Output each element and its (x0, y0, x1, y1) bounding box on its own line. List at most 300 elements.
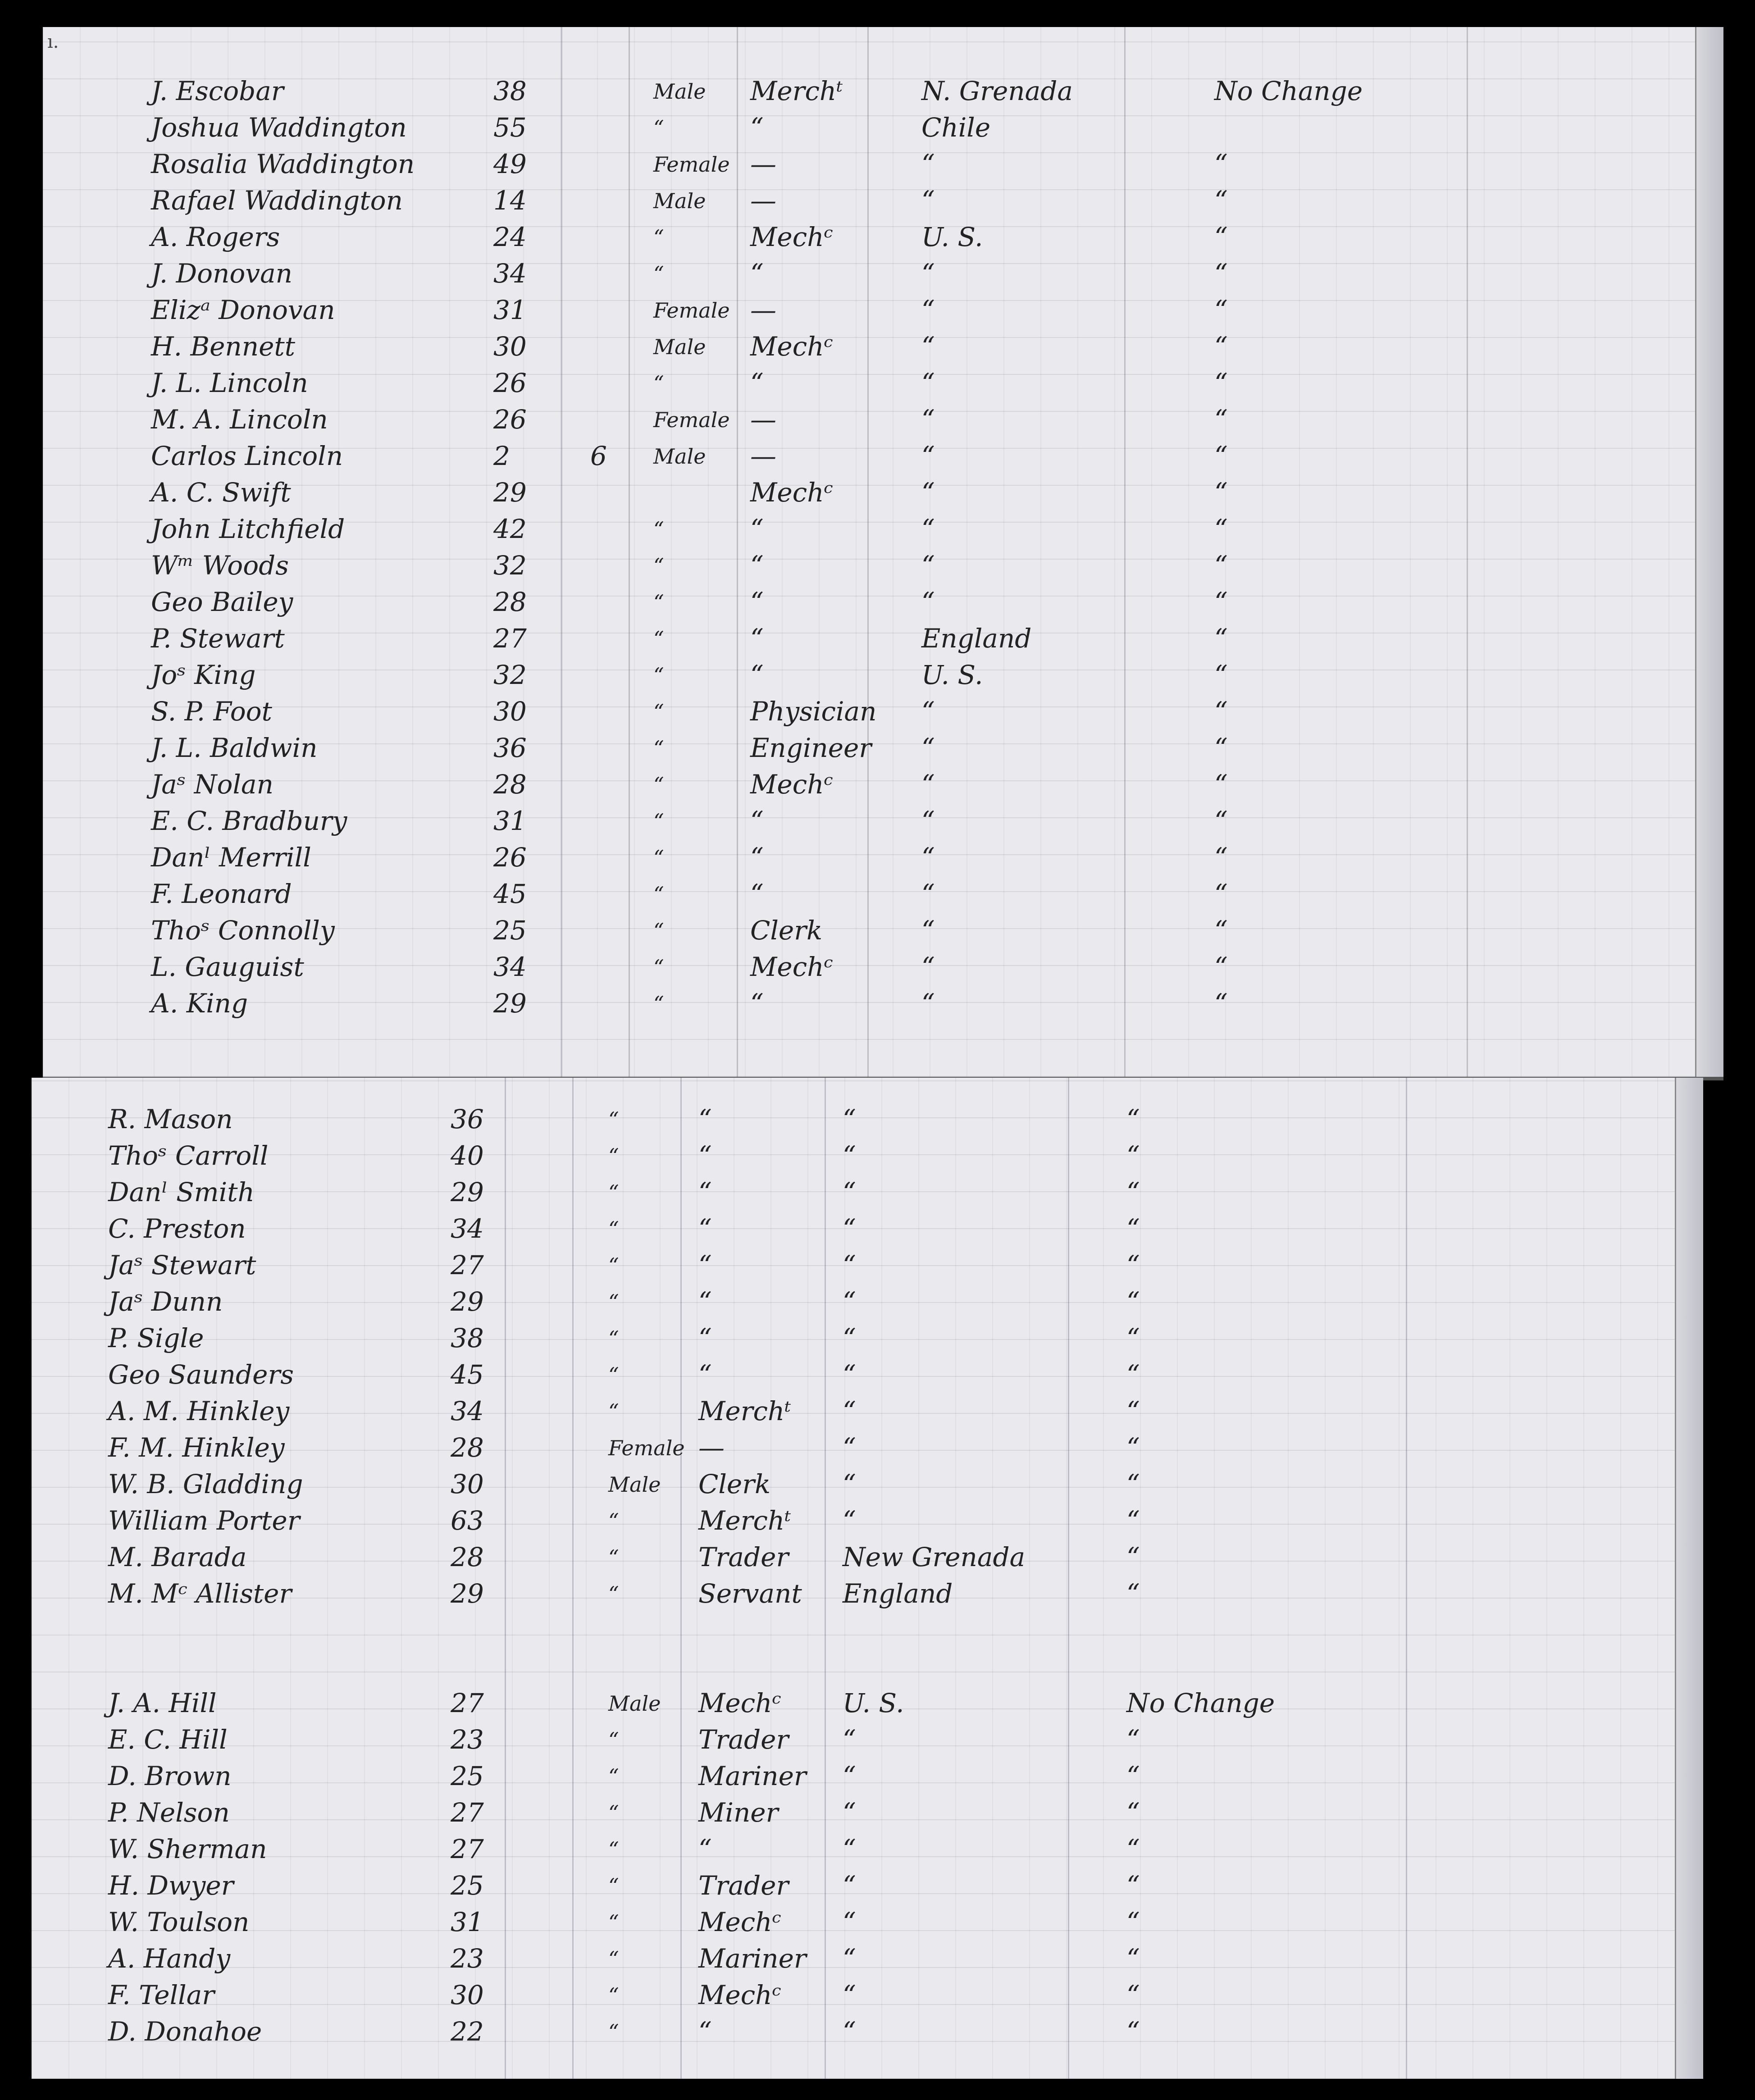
register-occupation: Engineer (750, 733, 872, 763)
register-nativity: “ (921, 441, 935, 471)
register-name: J. Donovan (151, 258, 293, 289)
register-change: No Change (1214, 76, 1363, 106)
register-change: “ (1126, 1396, 1140, 1426)
register-row (43, 364, 1723, 400)
register-name: R. Mason (108, 1104, 233, 1134)
register-occupation: — (750, 149, 776, 179)
register-row (32, 1137, 1703, 1173)
register-occupation: Mariner (698, 1761, 807, 1791)
register-sex: “ (653, 773, 664, 797)
register-row (32, 1210, 1703, 1246)
register-sex: Male (608, 1472, 661, 1497)
register-age: 2 (493, 441, 510, 471)
register-sex: “ (653, 809, 664, 834)
register-change: “ (1214, 368, 1228, 398)
register-sex: “ (653, 736, 664, 761)
register-nativity: “ (921, 149, 935, 179)
register-nativity: “ (843, 1286, 856, 1317)
register-change: “ (1214, 404, 1228, 435)
register-row (32, 2013, 1703, 2049)
register-row (32, 1356, 1703, 1392)
register-sex: “ (653, 627, 664, 651)
register-sex: “ (608, 1837, 619, 1862)
register-change: “ (1126, 1177, 1140, 1207)
register-name: Danˡ Smith (108, 1177, 255, 1207)
register-change: “ (1214, 806, 1228, 836)
register-occupation: “ (698, 2016, 712, 2047)
register-change: “ (1126, 1907, 1140, 1937)
register-name: J. L. Lincoln (151, 368, 308, 398)
register-occupation: Trader (698, 1542, 789, 1572)
register-sex: “ (653, 846, 664, 870)
register-row (43, 291, 1723, 327)
register-age: 27 (451, 1688, 484, 1718)
register-age: 40 (451, 1140, 484, 1171)
register-row (32, 1830, 1703, 1866)
register-change: “ (1214, 587, 1228, 617)
register-name: Danˡ Merrill (151, 842, 311, 873)
register-occupation: Servant (698, 1578, 802, 1609)
register-row (43, 255, 1723, 291)
register-age: 28 (493, 587, 527, 617)
register-nativity: “ (843, 1980, 856, 2010)
register-age: 28 (451, 1432, 484, 1463)
register-change: “ (1214, 988, 1228, 1019)
register-change: “ (1214, 696, 1228, 727)
register-change: “ (1214, 149, 1228, 179)
register-row (43, 547, 1723, 583)
register-row (32, 1246, 1703, 1282)
sheet-fold-edge (1695, 27, 1723, 1077)
register-change: “ (1126, 1578, 1140, 1609)
register-occupation: “ (698, 1323, 712, 1353)
register-sex: Female (608, 1436, 685, 1460)
register-occupation: Mechᶜ (750, 769, 833, 800)
register-occupation: Merchᵗ (698, 1505, 791, 1536)
register-name: John Litchfield (151, 514, 345, 544)
register-row (43, 401, 1723, 437)
register-age: 26 (493, 842, 527, 873)
register-nativity: “ (843, 1761, 856, 1791)
register-change: “ (1126, 1870, 1140, 1901)
register-name: C. Preston (108, 1213, 246, 1244)
register-sex: “ (608, 1107, 619, 1132)
register-nativity: U. S. (921, 222, 983, 252)
register-name: Joˢ King (151, 660, 256, 690)
register-row (43, 656, 1723, 692)
register-occupation: Trader (698, 1870, 789, 1901)
register-change: “ (1214, 623, 1228, 654)
register-change: “ (1214, 879, 1228, 909)
register-occupation: “ (698, 1213, 712, 1244)
register-sex: Male (653, 79, 706, 104)
register-occupation: “ (698, 1140, 712, 1171)
register-nativity: “ (921, 696, 935, 727)
register-nativity: N. Grenada (921, 76, 1073, 106)
register-sex: “ (608, 1764, 619, 1789)
register-change: “ (1126, 1724, 1140, 1755)
register-nativity: “ (843, 1834, 856, 1864)
register-row (32, 1283, 1703, 1319)
register-age: 34 (493, 952, 527, 982)
register-occupation: “ (698, 1177, 712, 1207)
register-name: J. A. Hill (108, 1688, 217, 1718)
register-row (32, 1538, 1703, 1574)
register-sex: “ (653, 882, 664, 907)
register-sex: “ (608, 1363, 619, 1387)
register-age: 31 (493, 806, 527, 836)
register-row (43, 145, 1723, 181)
register-row (43, 802, 1723, 838)
register-sex: “ (653, 992, 664, 1016)
register-sex: “ (608, 1253, 619, 1278)
register-children: 6 (590, 441, 607, 471)
register-sex: “ (653, 663, 664, 688)
register-change: “ (1126, 1761, 1140, 1791)
register-row (32, 1903, 1703, 1939)
register-nativity: England (843, 1578, 953, 1609)
register-row (32, 1757, 1703, 1793)
register-nativity: “ (921, 952, 935, 982)
register-row (43, 875, 1723, 911)
register-name: Jaˢ Nolan (151, 769, 274, 800)
register-row (43, 437, 1723, 473)
register-name: F. M. Hinkley (108, 1432, 285, 1463)
register-age: 27 (451, 1797, 484, 1828)
register-occupation: “ (750, 660, 764, 690)
register-occupation: Mechᶜ (698, 1980, 781, 2010)
register-row (43, 328, 1723, 364)
register-nativity: U. S. (843, 1688, 904, 1718)
register-name: Rafael Waddington (151, 185, 403, 216)
register-row (32, 1940, 1703, 1976)
register-age: 36 (451, 1104, 484, 1134)
register-row (32, 1794, 1703, 1830)
register-name: S. P. Foot (151, 696, 272, 727)
register-sex: “ (653, 517, 664, 542)
register-sex: “ (608, 1144, 619, 1168)
register-name: A. C. Swift (151, 477, 291, 508)
register-row (32, 1684, 1703, 1720)
register-nativity: “ (921, 587, 935, 617)
register-sex: “ (653, 955, 664, 979)
register-name: A. M. Hinkley (108, 1396, 290, 1426)
register-age: 22 (451, 2016, 484, 2047)
register-name: P. Sigle (108, 1323, 204, 1353)
register-age: 29 (451, 1286, 484, 1317)
register-occupation: — (750, 404, 776, 435)
register-row (43, 474, 1723, 510)
top-ledger-sheet (43, 27, 1723, 1080)
register-age: 55 (493, 112, 527, 143)
register-occupation: “ (698, 1834, 712, 1864)
register-nativity: “ (843, 1140, 856, 1171)
register-sex: Male (608, 1691, 661, 1716)
register-row (32, 1976, 1703, 2012)
register-change: “ (1214, 842, 1228, 873)
register-sex: “ (608, 1509, 619, 1533)
register-nativity: “ (843, 1469, 856, 1499)
register-change: “ (1126, 1980, 1140, 2010)
register-occupation: “ (750, 550, 764, 581)
register-row (43, 72, 1723, 108)
register-change: “ (1126, 1797, 1140, 1828)
register-age: 49 (493, 149, 527, 179)
register-age: 32 (493, 550, 527, 581)
register-row (32, 1392, 1703, 1428)
register-sex: “ (608, 1217, 619, 1241)
register-nativity: “ (843, 2016, 856, 2047)
register-nativity: “ (843, 1177, 856, 1207)
register-nativity: Chile (921, 112, 991, 143)
register-change: “ (1214, 295, 1228, 325)
register-age: 29 (493, 988, 527, 1019)
register-change: “ (1214, 185, 1228, 216)
register-age: 45 (451, 1359, 484, 1390)
register-name: Carlos Lincoln (151, 441, 343, 471)
register-age: 32 (493, 660, 527, 690)
register-occupation: “ (698, 1359, 712, 1390)
register-nativity: “ (921, 368, 935, 398)
register-age: 30 (493, 331, 527, 362)
register-change: “ (1214, 660, 1228, 690)
register-sex: “ (608, 1582, 619, 1606)
register-sex: “ (653, 590, 664, 615)
register-sex: “ (608, 1180, 619, 1205)
register-name: Geo Bailey (151, 587, 293, 617)
register-change: “ (1126, 1140, 1140, 1171)
register-nativity: “ (921, 550, 935, 581)
register-name: H. Dwyer (108, 1870, 234, 1901)
register-sex: “ (608, 2020, 619, 2044)
register-occupation: Mechᶜ (750, 331, 833, 362)
register-row (43, 765, 1723, 802)
register-change: “ (1126, 1834, 1140, 1864)
register-occupation: Merchᵗ (698, 1396, 791, 1426)
register-nativity: “ (843, 1870, 856, 1901)
register-nativity: “ (921, 879, 935, 909)
register-change: “ (1126, 1359, 1140, 1390)
register-occupation: “ (750, 514, 764, 544)
register-sex: “ (608, 1983, 619, 2008)
register-nativity: “ (921, 514, 935, 544)
register-change: “ (1126, 1213, 1140, 1244)
register-occupation: Mariner (698, 1943, 807, 1974)
register-age: 23 (451, 1943, 484, 1974)
register-name: L. Gauguist (151, 952, 304, 982)
register-occupation: “ (698, 1250, 712, 1280)
register-nativity: “ (843, 1907, 856, 1937)
register-occupation: “ (750, 368, 764, 398)
register-name: D. Brown (108, 1761, 232, 1791)
register-age: 26 (493, 368, 527, 398)
register-change: “ (1214, 441, 1228, 471)
register-age: 34 (451, 1396, 484, 1426)
register-name: Jaˢ Stewart (108, 1250, 256, 1280)
register-name: W. Toulson (108, 1907, 250, 1937)
register-nativity: “ (843, 1104, 856, 1134)
register-sex: “ (608, 1545, 619, 1570)
register-change: “ (1214, 550, 1228, 581)
register-row (32, 1465, 1703, 1501)
register-occupation: Physician (750, 696, 877, 727)
register-age: 25 (451, 1870, 484, 1901)
register-nativity: “ (921, 806, 935, 836)
register-nativity: “ (843, 1213, 856, 1244)
register-sex: Male (653, 444, 706, 469)
register-nativity: “ (921, 733, 935, 763)
register-row (32, 1173, 1703, 1209)
register-nativity: “ (921, 185, 935, 216)
register-row (43, 984, 1723, 1020)
register-change: “ (1214, 477, 1228, 508)
register-change: “ (1126, 1250, 1140, 1280)
register-age: 36 (493, 733, 527, 763)
register-sex: “ (608, 1874, 619, 1898)
register-name: H. Bennett (151, 331, 296, 362)
register-name: William Porter (108, 1505, 300, 1536)
register-occupation: Mechᶜ (750, 222, 833, 252)
register-sex: “ (653, 919, 664, 943)
register-age: 27 (451, 1834, 484, 1864)
register-age: 23 (451, 1724, 484, 1755)
register-age: 34 (451, 1213, 484, 1244)
register-change: No Change (1126, 1688, 1275, 1718)
register-age: 38 (493, 76, 527, 106)
register-row (32, 1429, 1703, 1465)
register-sex: “ (608, 1947, 619, 1971)
register-change: “ (1214, 915, 1228, 946)
register-name: A. King (151, 988, 248, 1019)
register-row (43, 510, 1723, 546)
sheet-mark: ı. (47, 32, 59, 52)
register-row (43, 109, 1723, 145)
sheet-fold-edge (1675, 1078, 1703, 2079)
register-age: 30 (451, 1469, 484, 1499)
register-change: “ (1214, 733, 1228, 763)
register-age: 14 (493, 185, 527, 216)
register-change: “ (1214, 952, 1228, 982)
register-occupation: “ (750, 879, 764, 909)
register-age: 25 (451, 1761, 484, 1791)
register-row (32, 1575, 1703, 1611)
register-row (32, 1100, 1703, 1136)
register-sex: Male (653, 335, 706, 359)
register-name: J. L. Baldwin (151, 733, 318, 763)
register-name: M. Mᶜ Allister (108, 1578, 292, 1609)
register-sex: “ (653, 225, 664, 250)
register-age: 38 (451, 1323, 484, 1353)
register-occupation: — (750, 295, 776, 325)
register-age: 63 (451, 1505, 484, 1536)
register-occupation: “ (698, 1104, 712, 1134)
register-change: “ (1126, 1469, 1140, 1499)
register-sex: “ (608, 1910, 619, 1935)
register-age: 24 (493, 222, 527, 252)
register-name: W. Sherman (108, 1834, 267, 1864)
register-age: 30 (451, 1980, 484, 2010)
register-nativity: “ (843, 1359, 856, 1390)
register-age: 29 (451, 1177, 484, 1207)
register-sex: “ (653, 371, 664, 396)
register-nativity: “ (921, 258, 935, 289)
register-sex: Male (653, 189, 706, 213)
register-occupation: Miner (698, 1797, 779, 1828)
register-row (43, 218, 1723, 254)
bottom-ledger-sheet (32, 1078, 1703, 2079)
register-row (32, 1502, 1703, 1538)
register-name: F. Leonard (151, 879, 292, 909)
register-change: “ (1126, 1286, 1140, 1317)
register-occupation: Mechᶜ (750, 952, 833, 982)
register-row (32, 1648, 1703, 1684)
register-occupation: Mechᶜ (698, 1907, 781, 1937)
register-name: E. C. Bradbury (151, 806, 347, 836)
register-change: “ (1126, 1542, 1140, 1572)
register-change: “ (1126, 2016, 1140, 2047)
register-change: “ (1126, 1943, 1140, 1974)
register-row (43, 838, 1723, 875)
register-nativity: “ (921, 404, 935, 435)
register-occupation: “ (750, 587, 764, 617)
register-occupation: Merchᵗ (750, 76, 843, 106)
register-name: Thoˢ Connolly (151, 915, 335, 946)
register-change: “ (1126, 1323, 1140, 1353)
register-occupation: — (698, 1432, 725, 1463)
register-nativity: “ (921, 477, 935, 508)
register-age: 28 (451, 1542, 484, 1572)
register-occupation: “ (750, 112, 764, 143)
register-sex: “ (608, 1290, 619, 1314)
register-nativity: “ (921, 331, 935, 362)
register-occupation: “ (750, 842, 764, 873)
register-nativity: U. S. (921, 660, 983, 690)
register-change: “ (1214, 514, 1228, 544)
register-nativity: “ (921, 295, 935, 325)
register-age: 27 (493, 623, 527, 654)
register-nativity: “ (921, 915, 935, 946)
register-change: “ (1214, 331, 1228, 362)
register-sex: “ (608, 1801, 619, 1825)
register-name: Elizᵃ Donovan (151, 295, 335, 325)
register-name: F. Tellar (108, 1980, 214, 2010)
register-row (43, 729, 1723, 765)
register-occupation: Trader (698, 1724, 789, 1755)
register-occupation: “ (750, 258, 764, 289)
register-row (43, 911, 1723, 948)
register-change: “ (1126, 1104, 1140, 1134)
register-occupation: — (750, 441, 776, 471)
register-row (43, 692, 1723, 729)
register-nativity: “ (843, 1432, 856, 1463)
register-name: Geo Saunders (108, 1359, 294, 1390)
register-nativity: “ (843, 1943, 856, 1974)
register-sex: “ (653, 554, 664, 578)
register-nativity: “ (843, 1797, 856, 1828)
register-name: A. Rogers (151, 222, 280, 252)
register-row (43, 583, 1723, 619)
register-sex: “ (608, 1728, 619, 1752)
register-age: 25 (493, 915, 527, 946)
register-change: “ (1126, 1432, 1140, 1463)
register-nativity: “ (843, 1250, 856, 1280)
register-nativity: “ (843, 1323, 856, 1353)
register-row (32, 1319, 1703, 1355)
register-nativity: “ (843, 1505, 856, 1536)
register-row (43, 182, 1723, 218)
register-nativity: “ (843, 1396, 856, 1426)
register-change: “ (1126, 1505, 1140, 1536)
